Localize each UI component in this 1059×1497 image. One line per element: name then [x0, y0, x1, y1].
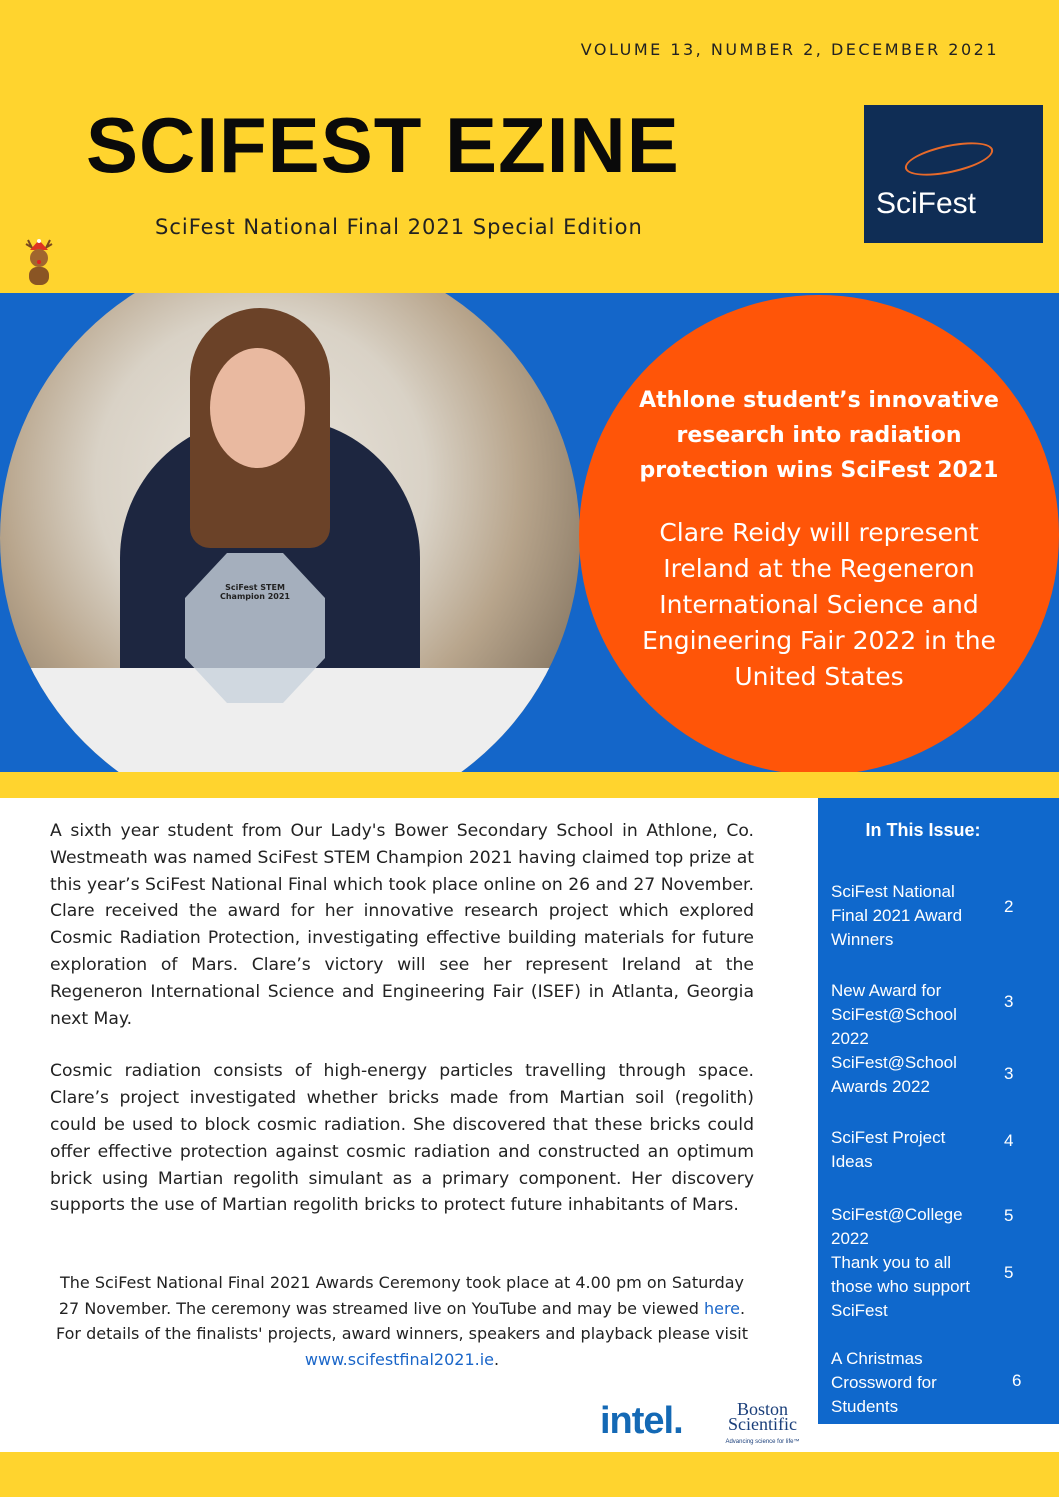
volume-info: VOLUME 13, NUMBER 2, DECEMBER 2021 — [580, 40, 999, 59]
toc-item[interactable]: SciFest@School Awards 2022 — [831, 1053, 957, 1096]
subheadline: Clare Reidy will represent Ireland at the Regeneron International Science and Engineering Fair 2022 in the United States — [642, 518, 996, 691]
article-body — [50, 818, 754, 1245]
subtitle: SciFest National Final 2021 Special Edition — [155, 215, 643, 239]
youtube-link[interactable]: here — [703, 1298, 741, 1318]
toc-page: 6 — [1012, 1371, 1022, 1390]
toc-title: In This Issue: — [865, 820, 981, 840]
article-paragraph: A sixth year student from Our Lady's Bower Secondary School in Athlone, Co. Westmeath was named SciFest STEM Champion 2021 having claimed top prize at this year’s SciFest National Final which took place online on 26 and 27 November. Clare received the award for her innovative research project which explored Cosmic Radiation Protection, investigating effective building materials for future exploration of Mars. Clare’s victory will see her represent Ireland at the Regeneron International Science and Engineering Fair (ISEF) in Atlanta, Georgia next May. — [50, 821, 754, 1029]
article-paragraph: Cosmic radiation consists of high-energy particles travelling through space. Clare’s project investigated whether bricks made from Martian soil (regolith) could be used to block cosmic radiation. She discovered that these bricks could offer effective protection against cosmic radiation and constructed an optimum brick using Martian regolith simulant as a primary component. Her discovery supports the use of Martian regolith bricks to protect future inhabitants of Mars. — [50, 1061, 754, 1216]
toc-page: 4 — [1004, 1131, 1014, 1150]
toc-item[interactable]: SciFest@College 2022 — [831, 1205, 963, 1248]
reindeer-icon — [20, 238, 58, 288]
headline: Athlone student’s innovative research into radiation protection wins SciFest 2021 — [639, 388, 999, 483]
scifest-logo: SciFest — [864, 105, 1043, 243]
toc-item[interactable]: SciFest Project Ideas — [831, 1128, 946, 1171]
intel-logo: intel. — [600, 1400, 683, 1442]
toc-page: 3 — [1004, 1064, 1014, 1083]
toc-page: 2 — [1004, 897, 1014, 916]
website-link[interactable]: www.scifestfinal2021.ie — [304, 1349, 494, 1369]
toc-page: 5 — [1004, 1206, 1014, 1225]
toc-item[interactable]: SciFest National Final 2021 Award Winners — [831, 882, 963, 949]
boston-scientific-logo: Boston Scientific Advancing science for life™ — [725, 1399, 800, 1445]
sponsor-logos — [600, 1400, 815, 1446]
toc-item[interactable]: A Christmas Crossword for Students — [831, 1349, 937, 1416]
header — [0, 0, 1059, 293]
winner-photo: SciFest STEM Champion 2021 — [0, 293, 580, 772]
footer-strip — [0, 1452, 1059, 1497]
toc-item[interactable]: New Award for SciFest@School 2022 — [831, 981, 957, 1048]
ceremony-note: The SciFest National Final 2021 Awards Ceremony took place at 4.00 pm on Saturday 27 November. The ceremony was streamed live on YouTube and may be viewed here. For details of the finalists' projects, award winners, speakers and playback please visit www.scifestfinal2021.ie. — [55, 1273, 749, 1369]
divider-strip — [0, 772, 1059, 798]
headline-circle — [579, 295, 1059, 772]
toc-page: 5 — [1004, 1263, 1014, 1282]
page-title: SCIFEST EZINE — [86, 101, 680, 189]
table-of-contents — [818, 798, 1059, 1424]
toc-page: 3 — [1004, 992, 1014, 1011]
toc-item[interactable]: Thank you to all those who support SciFest — [831, 1253, 970, 1320]
hero-band — [0, 293, 1059, 772]
